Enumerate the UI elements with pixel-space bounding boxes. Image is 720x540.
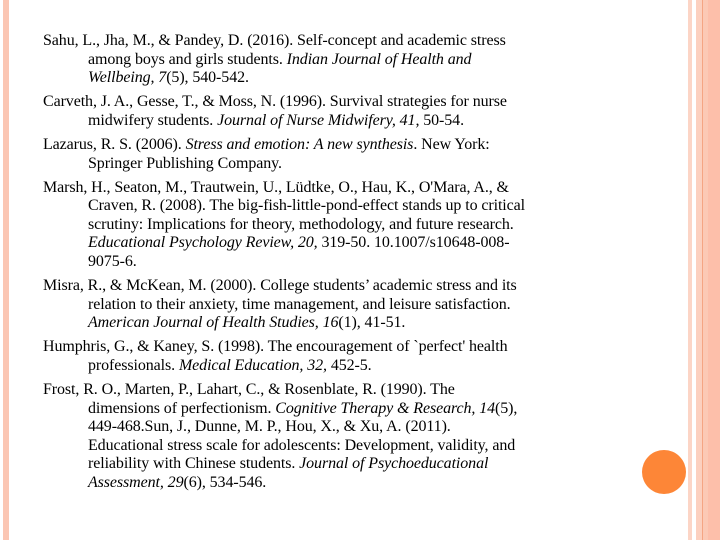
- reference-line: [43, 296, 683, 315]
- reference-text: 449-468.Sun, J., Dunne, M. P., Hou, X., & Xu, A. (2011).: [88, 418, 451, 436]
- reference-text: Carveth, J. A., Gesse, T., & Moss, N. (1996). Survival strategies for nurse: [43, 93, 507, 111]
- reference-text: relation to their anxiety, time management, and leisure satisfaction.: [88, 295, 511, 313]
- reference-line: [43, 418, 683, 437]
- reference-line: [43, 179, 683, 198]
- reference-line: [43, 234, 683, 253]
- reference-entry: [43, 32, 683, 88]
- reference-line: [43, 277, 683, 296]
- reference-source-italic: Medical Education, 32,: [178, 357, 327, 374]
- reference-text: (6), 534-546.: [183, 474, 267, 492]
- reference-source-italic: Indian Journal of Health and: [286, 50, 472, 68]
- reference-line: [43, 136, 683, 155]
- reference-line: [43, 216, 683, 235]
- reference-text: Craven, R. (2008). The big-fish-little-pond-effect stands up to critical: [88, 197, 525, 215]
- reference-text: scrutiny: Implications for theory, methodology, and future research.: [88, 215, 514, 233]
- reference-entry: [43, 93, 683, 130]
- reference-source-italic: Wellbeing, 7: [88, 69, 167, 87]
- reference-line: [43, 93, 683, 112]
- reference-line: [43, 112, 683, 131]
- reference-line: [43, 437, 683, 456]
- reference-text: 319-50. 10.1007/s10648-008-: [317, 234, 510, 252]
- reference-text: (5), 540-542.: [166, 69, 249, 87]
- left-border-stripe: [3, 0, 9, 540]
- right-border-stripe-thin: [688, 0, 692, 540]
- reference-text: (5),: [495, 399, 518, 417]
- reference-line: [43, 357, 683, 376]
- reference-text: professionals.: [88, 357, 179, 374]
- reference-text: Marsh, H., Seaton, M., Trautwein, U., Lüdtke, O., Hau, K., O'Mara, A., &: [43, 178, 509, 196]
- reference-source-italic: Cognitive Therapy & Research, 14: [275, 399, 496, 417]
- reference-text: Frost, R. O., Marten, P., Lahart, C., & Rosenblate, R. (1990). The: [43, 381, 455, 399]
- reference-line: [43, 474, 683, 493]
- reference-entry: [43, 136, 683, 173]
- reference-text: 9075-6.: [88, 253, 137, 271]
- reference-line: [43, 51, 683, 70]
- reference-text: (1), 41-51.: [338, 314, 406, 332]
- reference-text: 452-5.: [326, 357, 372, 374]
- reference-text: reliability with Chinese students.: [88, 455, 300, 473]
- reference-line: [43, 314, 683, 333]
- reference-text: midwifery students.: [88, 111, 218, 129]
- reference-source-italic: Journal of Nurse Midwifery, 41,: [217, 111, 420, 129]
- reference-list: [43, 32, 683, 498]
- reference-text: Misra, R., & McKean, M. (2000). College students’ academic stress and its: [43, 277, 517, 295]
- reference-text: 50-54.: [419, 111, 464, 129]
- reference-line: [43, 253, 683, 272]
- reference-source-italic: Educational Psychology Review, 20,: [88, 234, 318, 252]
- reference-source-italic: Journal of Psychoeducational: [299, 455, 489, 473]
- reference-text: Educational stress scale for adolescents: Development, validity, and: [88, 436, 516, 454]
- reference-text: Sahu, L., Jha, M., & Pandey, D. (2016). Self-concept and academic stress: [43, 32, 506, 49]
- reference-line: [43, 381, 683, 400]
- reference-entry: [43, 381, 683, 493]
- reference-line: [43, 155, 683, 174]
- reference-entry: [43, 277, 683, 333]
- reference-text: among boys and girls students.: [88, 50, 287, 68]
- reference-entry: [43, 179, 683, 272]
- reference-line: [43, 32, 683, 51]
- reference-line: [43, 400, 683, 419]
- reference-source-italic: Stress and emotion: A new synthesis: [185, 135, 414, 153]
- reference-line: [43, 338, 683, 357]
- reference-text: . New York:: [413, 135, 490, 153]
- reference-entry: [43, 338, 683, 375]
- reference-source-italic: American Journal of Health Studies, 16: [88, 314, 339, 332]
- reference-text: Humphris, G., & Kaney, S. (1998). The encouragement of `perfect' health: [43, 338, 508, 356]
- reference-text: dimensions of perfectionism.: [88, 399, 276, 417]
- reference-line: [43, 197, 683, 216]
- right-border-band-outer: [708, 0, 720, 540]
- reference-text: Lazarus, R. S. (2006).: [43, 135, 186, 153]
- reference-source-italic: Assessment, 29: [88, 474, 184, 492]
- reference-line: [43, 455, 683, 474]
- reference-text: Springer Publishing Company.: [88, 154, 282, 172]
- accent-circle: [642, 450, 686, 494]
- reference-line: [43, 69, 683, 88]
